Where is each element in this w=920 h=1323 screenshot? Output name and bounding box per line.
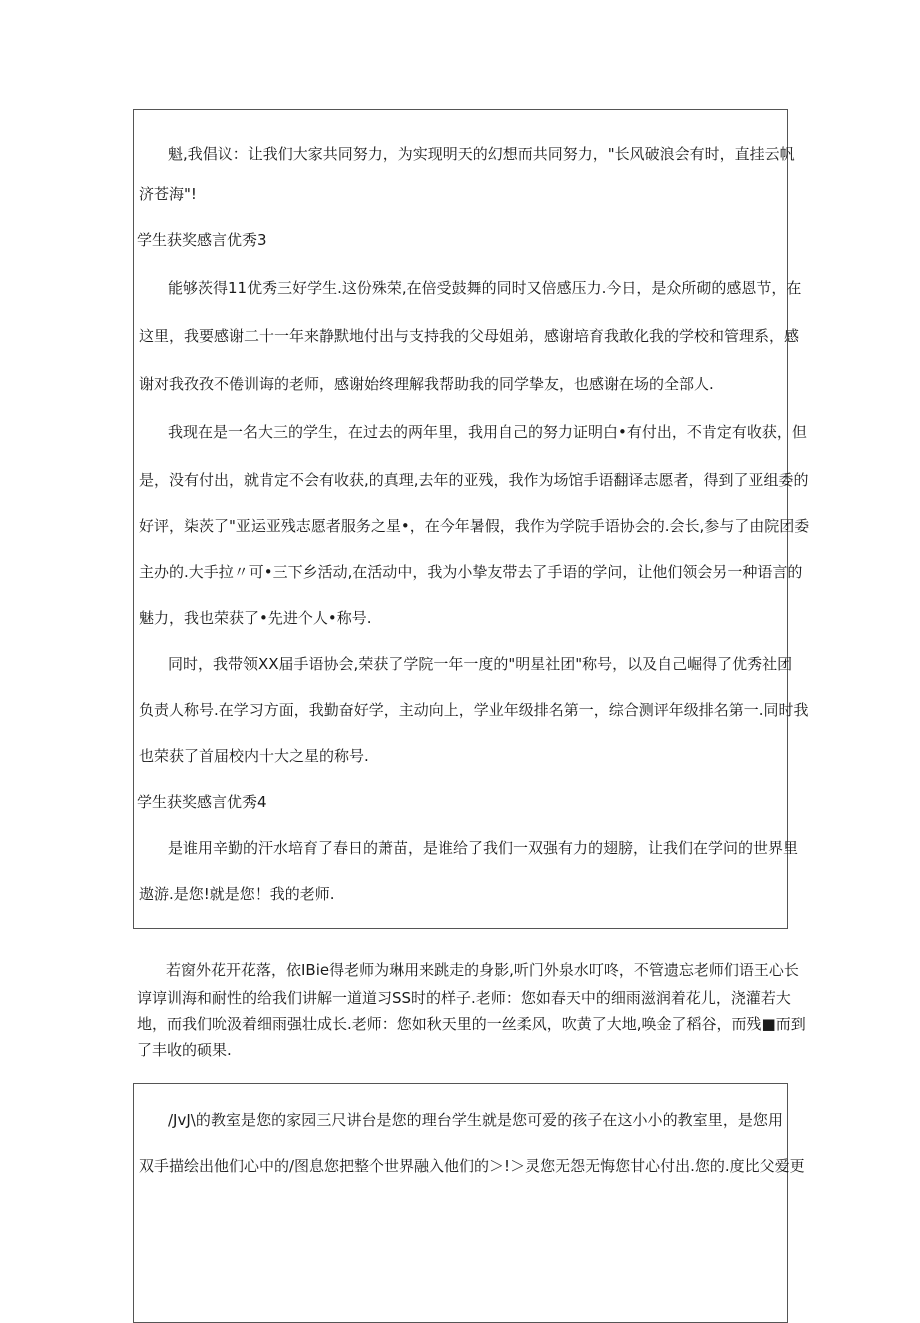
paragraph-line: 遨游.是您!就是您！我的老师. <box>139 885 335 903</box>
paragraph-line: 若窗外花开花落，依IBie得老师为琳用来跳走的身影,听门外泉水叮咚，不管遗忘老师们语王心长 <box>166 961 799 979</box>
text-frame-upper <box>133 109 810 929</box>
paragraph-line: 同时，我带领XX届手语协会,荣获了学院一年一度的"明星社团"称号，以及自己崛得了优秀社团 <box>168 655 793 673</box>
paragraph-line: /JvJ\的教室是您的家园三尺讲台是您的理台学生就是您可爱的孩子在这小小的教室里，是您用 <box>168 1111 783 1129</box>
paragraph-line: 谢对我孜孜不倦训诲的老师，感谢始终理解我帮助我的同学挚友，也感谢在场的全部人. <box>139 375 714 393</box>
paragraph-line: 魅力，我也荣获了•先进个人•称号. <box>139 609 372 627</box>
section-heading: 学生获奖感言优秀4 <box>137 793 267 811</box>
paragraph-line: 是，没有付出，就肯定不会有收获,的真理,去年的亚残，我作为场馆手语翻译志愿者，得到了亚组委的 <box>139 471 809 489</box>
section-heading: 学生获奖感言优秀3 <box>137 231 267 249</box>
paragraph-line: 地，而我们吮汲着细雨强壮成长.老师：您如秋天里的一丝柔风，吹黄了大地,唤金了稻谷，而残■而到 <box>137 1015 806 1033</box>
text-frame-lower <box>133 1083 805 1323</box>
paragraph-line: 了丰收的硕果. <box>137 1041 232 1059</box>
paragraph-line: 是谁用辛勤的汗水培育了春日的萧苗，是谁给了我们一双强有力的翅膀，让我们在学问的世界里 <box>168 839 799 857</box>
paragraph-line: 这里，我要感谢二十一年来静默地付出与支持我的父母姐弟，感谢培育我敢化我的学校和管理系，感 <box>139 327 800 345</box>
paragraph-line: 我现在是一名大三的学生，在过去的两年里，我用自己的努力证明白•有付出，不肯定有收获，但 <box>168 423 807 441</box>
paragraph-line: 魁,我倡议：让我们大家共同努力，为实现明天的幻想而共同努力，"长风破浪会有时，直挂云帆 <box>168 145 795 163</box>
paragraph-line: 谆谆训海和耐性的给我们讲解一道道习SS时的样子.老师：您如春天中的细雨滋润着花儿，浇灌若大 <box>137 989 791 1007</box>
paragraph-line: 双手描绘出他们心中的/图息您把整个世界融入他们的＞!＞灵您无怨无悔您甘心付出.您的.度比父爱更 <box>139 1157 805 1175</box>
paragraph-line: 主办的.大手拉〃可•三下乡活动,在活动中，我为小挚友带去了手语的学问，让他们领会另一种语言的 <box>139 563 803 581</box>
paragraph-line: 也荣获了首届校内十大之星的称号. <box>139 747 369 765</box>
paragraph-line: 能够茨得11优秀三好学生.这份殊荣,在倍受鼓舞的同时又倍感压力.今日，是众所砌的感恩节，在 <box>168 279 802 297</box>
paragraph-line: 负责人称号.在学习方面，我勤奋好学，主动向上，学业年级排名第一，综合测评年级排名第一.同时我 <box>139 701 809 719</box>
paragraph-line: 济苍海"! <box>139 185 197 203</box>
paragraph-line: 好评，柒茨了"亚运亚残志愿者服务之星•，在今年暑假，我作为学院手语协会的.会长,参与了由院团委 <box>139 517 810 535</box>
